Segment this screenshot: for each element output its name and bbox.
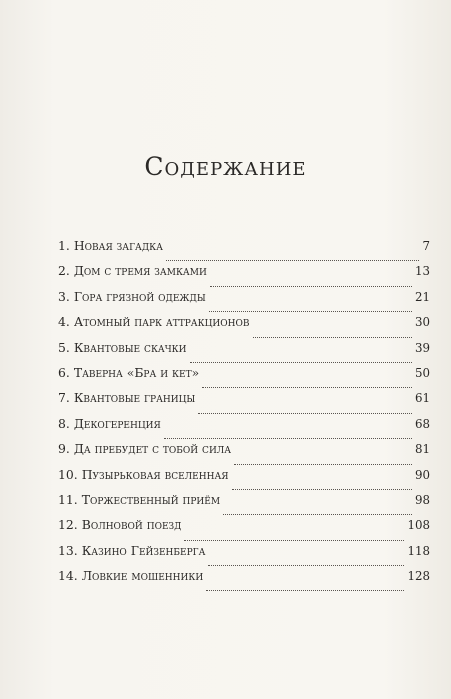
- toc-entry-title: Декогеренция: [73, 415, 161, 431]
- toc-entry: [58, 390, 430, 415]
- toc-entry-title: Квантовые границы: [73, 390, 196, 406]
- dot-leader: [206, 590, 404, 591]
- toc-entry-page: 118: [407, 543, 430, 558]
- toc-entry-number: 14.: [58, 568, 78, 584]
- toc-entry: [58, 238, 430, 263]
- toc-entry-title: Новая загадка: [73, 238, 163, 253]
- dot-leader: [223, 514, 412, 515]
- dot-leader: [210, 286, 412, 287]
- toc-entry-number: 4.: [58, 314, 70, 330]
- toc-entry-page: 50: [414, 365, 430, 380]
- toc-entry-page: 128: [407, 569, 430, 584]
- dot-leader: [209, 311, 412, 312]
- toc-entry-page: 39: [414, 340, 430, 355]
- dot-leader: [232, 489, 412, 490]
- toc-entry-number: 9.: [58, 441, 70, 457]
- toc-entry: [58, 517, 430, 542]
- toc-entry-page: 98: [414, 492, 430, 507]
- toc-entry: [58, 263, 430, 288]
- dot-leader: [234, 464, 412, 465]
- toc-entry: [58, 492, 430, 517]
- toc-entry-page: 61: [414, 391, 430, 406]
- toc-entry: [58, 416, 430, 441]
- toc-entry: [58, 340, 430, 365]
- dot-leader: [198, 413, 412, 414]
- dot-leader: [164, 438, 412, 439]
- table-of-contents: [58, 238, 430, 593]
- toc-entry-title: Квантовые скачки: [73, 339, 187, 355]
- dot-leader: [184, 540, 404, 541]
- toc-entry-title: Таверна «Бра и кет»: [73, 364, 200, 380]
- toc-entry-page: 13: [414, 264, 430, 279]
- toc-entry: [58, 314, 430, 339]
- dot-leader: [190, 362, 412, 363]
- toc-entry-number: 12.: [58, 517, 78, 533]
- toc-entry-title: Казино Гейзенберга: [81, 542, 206, 558]
- toc-entry-title: Атомный парк аттракционов: [73, 314, 250, 330]
- toc-entry-number: 6.: [58, 364, 70, 380]
- toc-entry-number: 5.: [58, 339, 70, 355]
- toc-entry-number: 10.: [58, 466, 78, 482]
- toc-entry-page: 90: [414, 467, 430, 482]
- toc-entry: [58, 289, 430, 314]
- toc-entry: [58, 365, 430, 390]
- toc-entry-number: 11.: [58, 491, 78, 507]
- page-title: Содержание: [144, 152, 307, 181]
- toc-entry-page: 30: [414, 315, 430, 330]
- toc-entry-number: 8.: [58, 415, 70, 431]
- toc-entry: [58, 441, 430, 466]
- toc-entry: [58, 543, 430, 568]
- dot-leader: [253, 337, 412, 338]
- toc-entry-title: Дом с тремя замками: [73, 263, 207, 279]
- toc-entry-page: 81: [414, 442, 430, 457]
- toc-entry-number: 13.: [58, 542, 78, 558]
- toc-entry-page: 68: [414, 416, 430, 431]
- toc-entry: [58, 467, 430, 492]
- dot-leader: [166, 260, 420, 261]
- toc-entry-number: 7.: [58, 390, 70, 406]
- dot-leader: [208, 565, 404, 566]
- toc-entry-page: 108: [407, 518, 430, 533]
- toc-entry-title: Да пребудет с тобой сила: [73, 441, 232, 457]
- toc-entry-number: 2.: [58, 263, 70, 279]
- toc-entry-page: 21: [414, 289, 430, 304]
- toc-entry-title: Волновой поезд: [81, 517, 182, 533]
- toc-entry: [58, 568, 430, 593]
- toc-entry-page: 7: [422, 239, 430, 253]
- toc-entry-title: Торжественный приём: [81, 491, 221, 507]
- toc-entry-title: Гора грязной одежды: [73, 288, 206, 304]
- toc-entry-title: Пузырьковая вселенная: [81, 466, 229, 482]
- toc-entry-number: 1.: [58, 238, 70, 253]
- toc-entry-number: 3.: [58, 288, 70, 304]
- toc-entry-title: Ловкие мошенники: [81, 568, 204, 584]
- dot-leader: [202, 387, 412, 388]
